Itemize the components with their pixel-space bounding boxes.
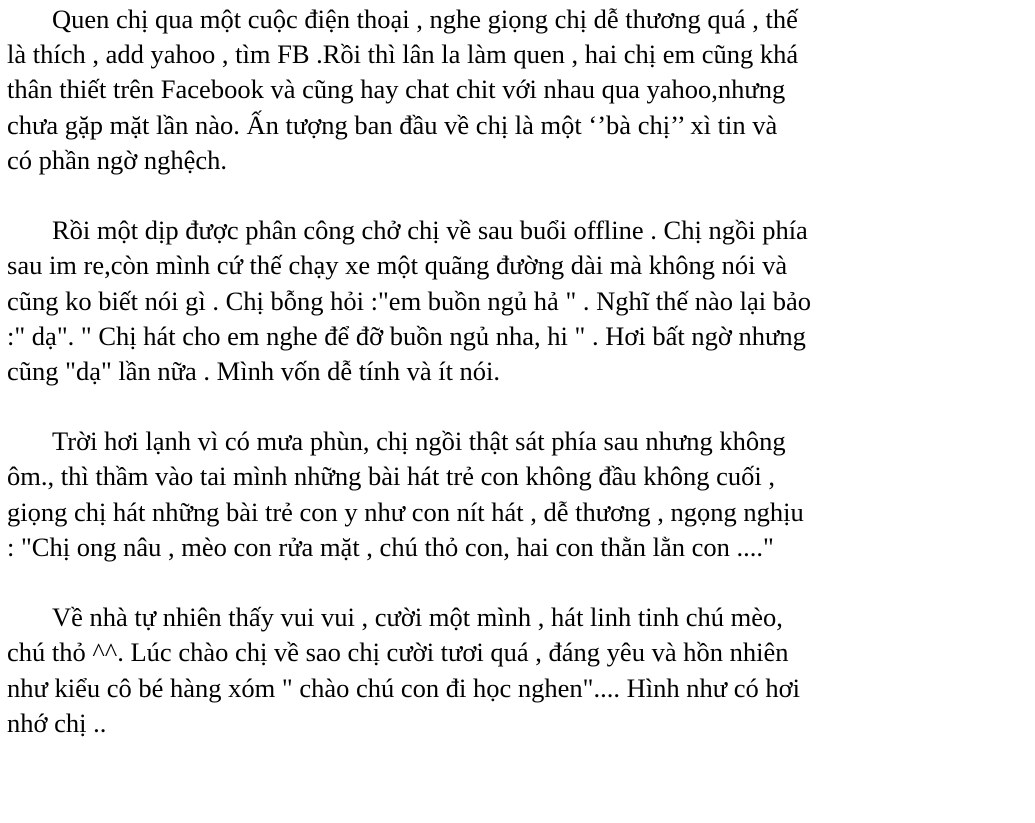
paragraph-gap bbox=[7, 389, 1033, 424]
text-line: giọng chị hát những bài trẻ con y như con nít hát , dễ thương , ngọng nghịu bbox=[7, 496, 804, 527]
text-line: thân thiết trên Facebook và cũng hay chat chit với nhau qua yahoo,nhưng bbox=[7, 74, 786, 105]
text-line: như kiểu cô bé hàng xóm " chào chú con đi học nghen".... Hình như có hơi bbox=[7, 672, 800, 703]
paragraph-gap bbox=[7, 565, 1033, 600]
paragraph-2 bbox=[7, 213, 1033, 389]
paragraph-3 bbox=[7, 424, 1033, 565]
text-line: ôm., thì thầm vào tai mình những bài hát trẻ con không đầu không cuối , bbox=[7, 461, 776, 492]
paragraph-gap bbox=[7, 178, 1033, 213]
text-line: cũng ko biết nói gì . Chị bỗng hỏi :"em buồn ngủ hả " . Nghĩ thế nào lại bảo bbox=[7, 285, 812, 316]
text-line: là thích , add yahoo , tìm FB .Rồi thì lân la làm quen , hai chị em cũng khá bbox=[7, 39, 799, 70]
text-line: : "Chị ong nâu , mèo con rửa mặt , chú thỏ con, hai con thằn lằn con ...." bbox=[7, 531, 774, 562]
text-line: chưa gặp mặt lần nào. Ấn tượng ban đầu về chị là một ‘’bà chị’’ xì tin và bbox=[7, 109, 778, 140]
text-line: chú thỏ ^^. Lúc chào chị về sao chị cười tươi quá , đáng yêu và hồn nhiên bbox=[7, 637, 789, 668]
text-line: Quen chị qua một cuộc điện thoại , nghe giọng chị dễ thương quá , thế bbox=[52, 4, 798, 34]
document-body bbox=[7, 2, 1033, 741]
text-line: nhớ chị .. bbox=[7, 707, 107, 738]
text-line: Rồi một dịp được phân công chở chị về sau buổi offline . Chị ngồi phía bbox=[52, 215, 808, 246]
text-line: Trời hơi lạnh vì có mưa phùn, chị ngồi thật sát phía sau nhưng không bbox=[52, 426, 786, 457]
text-line: sau im re,còn mình cứ thế chạy xe một quãng đường dài mà không nói và bbox=[7, 250, 788, 281]
text-line: :" dạ". " Chị hát cho em nghe để đỡ buồn ngủ nha, hi " . Hơi bất ngờ nhưng bbox=[7, 320, 806, 351]
text-line: Về nhà tự nhiên thấy vui vui , cười một mình , hát linh tinh chú mèo, bbox=[52, 602, 783, 633]
paragraph-1 bbox=[7, 2, 1033, 178]
text-line: có phần ngờ nghệch. bbox=[7, 144, 228, 175]
paragraph-4 bbox=[7, 600, 1033, 741]
text-line: cũng "dạ" lần nữa . Mình vốn dễ tính và ít nói. bbox=[7, 355, 501, 386]
